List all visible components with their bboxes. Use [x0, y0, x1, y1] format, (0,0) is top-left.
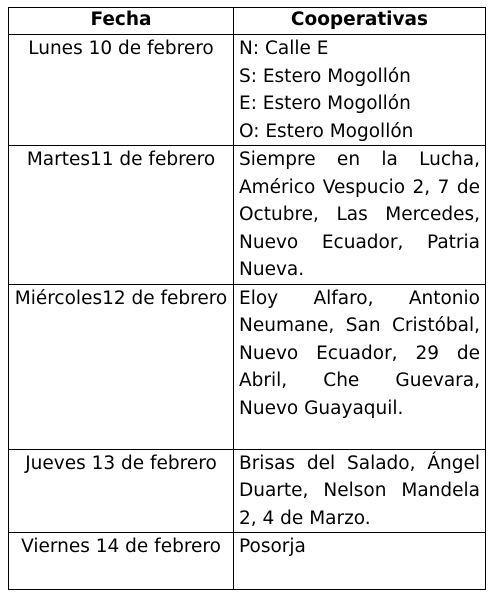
header-cooperativas: Cooperativas	[234, 8, 486, 35]
table-row	[9, 35, 486, 146]
fecha-cell: Lunes 10 de febrero	[9, 35, 234, 146]
fecha-cell: Martes11 de febrero	[9, 146, 234, 285]
cooperativas-cell	[234, 35, 486, 146]
cooperativas-line: S: Estero Mogollón	[239, 65, 411, 87]
schedule-table	[8, 7, 486, 590]
table-header-row	[9, 8, 486, 35]
cooperativas-line: E: Estero Mogollón	[239, 93, 411, 114]
cooperativas-cell: Siempre en la Lucha, Américo Vespucio 2, 7 de Octubre, Las Mercedes, Nuevo Ecuador, Patria Nueva.	[234, 146, 486, 285]
cooperativas-cell: Eloy Alfaro, Antonio Neumane, San Cristóbal, Nuevo Ecuador, 29 de Abril, Che Guevara, Nuevo Guayaquil.	[234, 284, 486, 449]
cooperativas-cell: Brisas del Salado, Ángel Duarte, Nelson Mandela 2, 4 de Marzo.	[234, 449, 486, 533]
fecha-cell: Jueves 13 de febrero	[9, 449, 234, 533]
table-row	[9, 284, 486, 449]
fecha-cell: Viernes 14 de febrero	[9, 533, 234, 590]
table-row	[9, 146, 486, 285]
table-row	[9, 449, 486, 533]
cooperativas-line: O: Estero Mogollón	[239, 120, 414, 142]
header-fecha: Fecha	[9, 8, 234, 35]
cooperativas-cell: Posorja	[234, 533, 486, 590]
fecha-cell: Miércoles12 de febrero	[9, 284, 234, 449]
cooperativas-line: N: Calle E	[239, 38, 329, 59]
table-row	[9, 533, 486, 590]
